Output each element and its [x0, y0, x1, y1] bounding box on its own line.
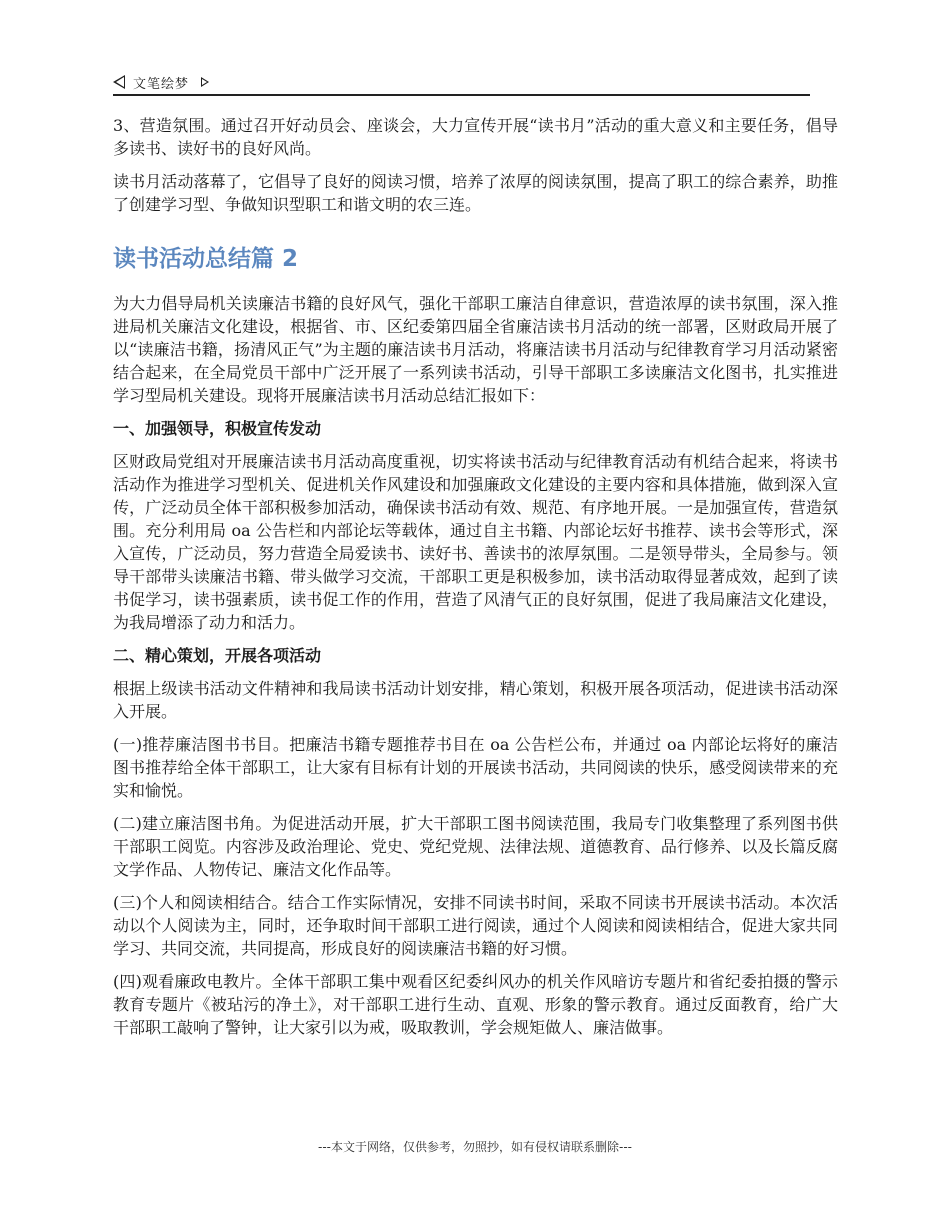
- paragraph: 3、营造氛围。通过召开好动员会、座谈会，大力宣传开展“读书月”活动的重大意义和主要任务，倡导多读书、读好书的良好风尚。: [113, 116, 838, 158]
- brand-name: 文笔绘梦: [133, 77, 190, 92]
- list-item: (三)个人和阅读相结合。结合工作实际情况，安排不同读书时间，采取不同读书开展读书活动。本次活动以个人阅读为主，同时，还争取时间干部职工进行阅读，通过个人阅读和阅读相结合，促进大家共同学习、共同交流，共同提高，形成良好的阅读廉洁书籍的好习惯。: [113, 893, 838, 958]
- intro-paragraph: 为大力倡导局机关读廉洁书籍的良好风气，强化干部职工廉洁自律意识，营造浓厚的读书氛围，深入推进局机关廉洁文化建设，根据省、市、区纪委第四届全省廉洁读书月活动的统一部署，区财政局开展了以“读廉洁书籍，扬清风正气”为主题的廉洁读书月活动，将廉洁读书月活动与纪律教育学习月活动紧密结合起来，在全局党员干部中广泛开展了一系列读书活动，引导干部职工多读廉洁文化图书，扎实推进学习型局机关建设。现将开展廉洁读书月活动总结汇报如下：: [113, 294, 838, 405]
- subheading: 二、精心策划，开展各项活动: [113, 646, 322, 665]
- left-triangle-icon: [113, 75, 125, 89]
- right-triangle-icon: [201, 77, 209, 87]
- list-item: (二)建立廉洁图书角。为促进活动开展，扩大干部职工图书阅读范围，我局专门收集整理了系列图书供干部职工阅览。内容涉及政治理论、党史、党纪党规、法律法规、道德教育、品行修养、以及长篇反腐文学作品、人物传记、廉洁文化作品等。: [113, 814, 838, 879]
- document-body: [113, 114, 838, 1049]
- section-title: 读书活动总结篇 2: [113, 246, 299, 272]
- paragraph: 根据上级读书活动文件精神和我局读书活动计划安排，精心策划，积极开展各项活动，促进读书活动深入开展。: [113, 679, 838, 721]
- page-header: [113, 72, 810, 96]
- paragraph: 读书月活动落幕了，它倡导了良好的阅读习惯，培养了浓厚的阅读氛围，提高了职工的综合素养，助推了创建学习型、争做知识型职工和谐文明的农三连。: [113, 172, 838, 214]
- list-item: (四)观看廉政电教片。全体干部职工集中观看区纪委纠风办的机关作风暗访专题片和省纪委拍摄的警示教育专题片《被玷污的净土》，对干部职工进行生动、直观、形象的警示教育。通过反面教育，给广大干部职工敲响了警钟，让大家引以为戒，吸取教训，学会规矩做人、廉洁做事。: [113, 972, 838, 1037]
- list-item: (一)推荐廉洁图书书目。把廉洁书籍专题推荐书目在 oa 公告栏公布，并通过 oa 内部论坛将好的廉洁图书推荐给全体干部职工，让大家有目标有计划的开展读书活动，共同阅读的快乐，感受阅读带来的充实和愉悦。: [113, 735, 838, 800]
- paragraph: 区财政局党组对开展廉洁读书月活动高度重视，切实将读书活动与纪律教育活动有机结合起来，将读书活动作为推进学习型机关、促进机关作风建设和加强廉政文化建设的主要内容和具体措施，做到深入宣传，广泛动员全体干部积极参加活动，确保读书活动有效、规范、有序地开展。一是加强宣传，营造氛围。充分利用局 oa 公告栏和内部论坛等载体，通过自主书籍、内部论坛好书推荐、读书会等形式，深入宣传，广泛动员，努力营造全局爱读书、读好书、善读书的浓厚氛围。二是领导带头，全局参与。领导干部带头读廉洁书籍、带头做学习交流，干部职工更是积极参加，读书活动取得显著成效，起到了读书促学习，读书强素质，读书促工作的作用，营造了风清气正的良好氛围，促进了我局廉洁文化建设，为我局增添了动力和活力。: [113, 452, 838, 632]
- page-footer: ---本文于网络，仅供参考，勿照抄，如有侵权请联系删除---: [318, 1140, 632, 1154]
- subheading: 一、加强领导，积极宣传发动: [113, 419, 322, 438]
